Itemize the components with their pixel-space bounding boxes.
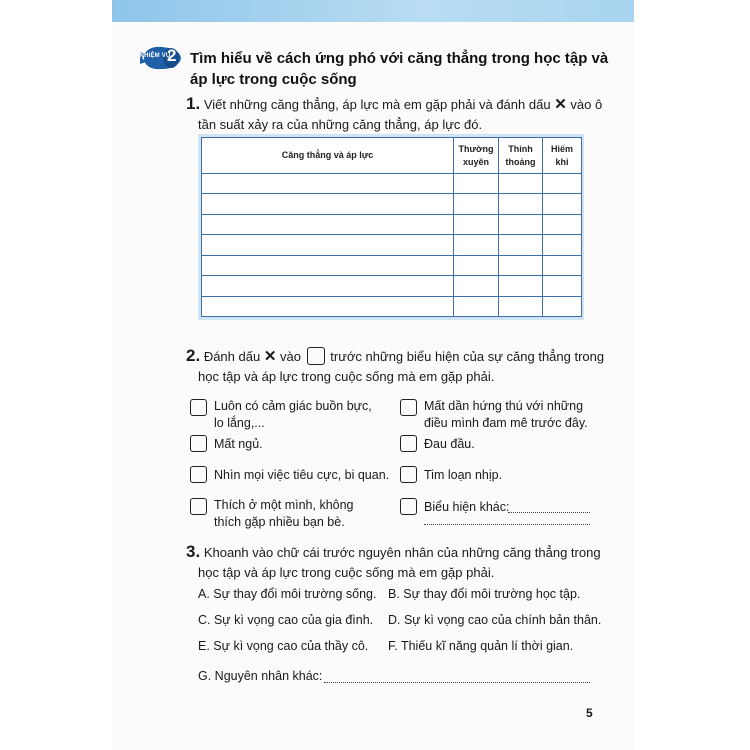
table-body [202, 174, 582, 317]
question-3-line1: Khoanh vào chữ cái trước nguyên nhân của những căng thẳng trong [203, 545, 601, 560]
stress-entry-cell[interactable] [202, 255, 454, 275]
stress-entry-cell[interactable] [202, 276, 454, 296]
question-2-line2: học tập và áp lực trong cuộc sống mà em gặp phải. [198, 369, 495, 384]
frequency-mark-cell[interactable] [543, 235, 582, 255]
choice-c[interactable]: C. Sự kì vọng cao của gia đình. [198, 613, 374, 627]
frequency-mark-cell[interactable] [543, 276, 582, 296]
stress-entry-cell[interactable] [202, 194, 454, 214]
question-2 [186, 346, 606, 387]
frequency-mark-cell[interactable] [454, 276, 499, 296]
option-text: Biểu hiện khác: [424, 500, 510, 514]
option-checkbox[interactable] [400, 466, 417, 483]
option-text: Tim loạn nhịp. [424, 468, 503, 482]
frequency-mark-cell[interactable] [543, 174, 582, 194]
question-1-line2: tần suất xảy ra của những căng thẳng, áp lực đó. [198, 117, 483, 132]
frequency-mark-cell[interactable] [499, 194, 543, 214]
option-checkbox[interactable] [190, 399, 207, 416]
frequency-mark-cell[interactable] [454, 235, 499, 255]
option-checkbox[interactable] [400, 399, 417, 416]
option-checkbox[interactable] [400, 435, 417, 452]
option-checkbox[interactable] [190, 498, 207, 515]
option-checkbox[interactable] [190, 435, 207, 452]
x-mark-icon: ✕ [554, 96, 567, 113]
stress-entry-cell[interactable] [202, 174, 454, 194]
header-often: Thường xuyên [454, 138, 499, 174]
frequency-mark-cell[interactable] [499, 255, 543, 275]
other-answer-line-2[interactable] [424, 524, 590, 525]
stress-frequency-table [201, 137, 582, 317]
table-row [202, 276, 582, 296]
option-text [214, 398, 372, 432]
option-line: điều mình đam mê trước đây. [424, 416, 588, 430]
option-line: Mất dần hứng thú với những [424, 399, 584, 413]
option-text: Mất ngủ. [214, 437, 263, 451]
badge-number: 2 [167, 46, 177, 65]
checkbox-sample-icon [307, 347, 325, 365]
option-text: Nhìn mọi việc tiêu cực, bi quan. [214, 468, 390, 482]
badge-label: NHIỆM VỤ [139, 53, 171, 59]
stress-entry-cell[interactable] [202, 214, 454, 234]
x-mark-icon: ✕ [263, 348, 277, 365]
stress-entry-cell[interactable] [202, 296, 454, 316]
other-cause-answer-line[interactable] [324, 682, 590, 683]
question-1-text-before: Viết những căng thẳng, áp lực mà em gặp phải và đánh dấu [203, 97, 551, 112]
option-line: lo lắng,... [214, 416, 265, 430]
choice-f[interactable]: F. Thiếu kĩ năng quản lí thời gian. [388, 639, 574, 653]
table-row [202, 235, 582, 255]
frequency-mark-cell[interactable] [499, 276, 543, 296]
table-row [202, 194, 582, 214]
option-text [214, 497, 354, 531]
frequency-mark-cell[interactable] [454, 296, 499, 316]
stress-frequency-table-frame [198, 134, 584, 320]
table-header-row [202, 138, 582, 174]
stress-entry-cell[interactable] [202, 235, 454, 255]
table-row [202, 255, 582, 275]
choice-e[interactable]: E. Sự kì vọng cao của thầy cô. [198, 639, 369, 653]
frequency-mark-cell[interactable] [499, 235, 543, 255]
choice-b[interactable]: B. Sự thay đổi môi trường học tập. [388, 587, 581, 601]
option-line: Thích ở một mình, không [214, 498, 354, 512]
option-checkbox[interactable] [400, 498, 417, 515]
frequency-mark-cell[interactable] [454, 194, 499, 214]
table-row [202, 214, 582, 234]
question-3 [186, 542, 606, 583]
frequency-mark-cell[interactable] [543, 296, 582, 316]
question-1 [186, 94, 606, 135]
frequency-mark-cell[interactable] [543, 214, 582, 234]
option-text: Đau đầu. [424, 437, 475, 451]
question-2-text-mid: vào [280, 349, 301, 364]
table-row [202, 296, 582, 316]
frequency-mark-cell[interactable] [499, 296, 543, 316]
question-2-number: 2. [186, 346, 201, 365]
option-line: Luôn có cảm giác buồn bực, [214, 399, 372, 413]
task-badge [138, 44, 184, 72]
question-1-text-after: vào ô [570, 97, 603, 112]
choice-a[interactable]: A. Sự thay đổi môi trường sống. [198, 587, 377, 601]
frequency-mark-cell[interactable] [499, 174, 543, 194]
header-rarely: Hiếm khi [543, 138, 582, 174]
frequency-mark-cell[interactable] [499, 214, 543, 234]
header-sometimes: Thỉnh thoảng [499, 138, 543, 174]
question-3-line2: học tập và áp lực trong cuộc sống mà em gặp phải. [198, 565, 495, 580]
choice-d[interactable]: D. Sự kì vọng cao của chính bản thân. [388, 613, 602, 627]
option-line: thích gặp nhiều bạn bè. [214, 515, 345, 529]
table-row [202, 174, 582, 194]
header-stress: Căng thẳng và áp lực [202, 138, 454, 174]
option-checkbox[interactable] [190, 466, 207, 483]
frequency-mark-cell[interactable] [543, 255, 582, 275]
page-number: 5 [586, 706, 593, 720]
question-3-number: 3. [186, 542, 201, 561]
question-2-text-after: trước những biểu hiện của sự căng thẳng trong [330, 349, 605, 364]
option-text [424, 398, 588, 432]
question-2-text-before: Đánh dấu [203, 349, 261, 364]
frequency-mark-cell[interactable] [543, 194, 582, 214]
frequency-mark-cell[interactable] [454, 214, 499, 234]
frequency-mark-cell[interactable] [454, 255, 499, 275]
choice-g[interactable]: G. Nguyên nhân khác: [198, 669, 323, 683]
other-answer-line[interactable] [508, 512, 590, 513]
question-1-number: 1. [186, 94, 201, 113]
task-title: Tìm hiểu về cách ứng phó với căng thẳng trong học tập và áp lực trong cuộc sống [190, 50, 609, 88]
frequency-mark-cell[interactable] [454, 174, 499, 194]
top-decoration-strip [112, 0, 634, 22]
